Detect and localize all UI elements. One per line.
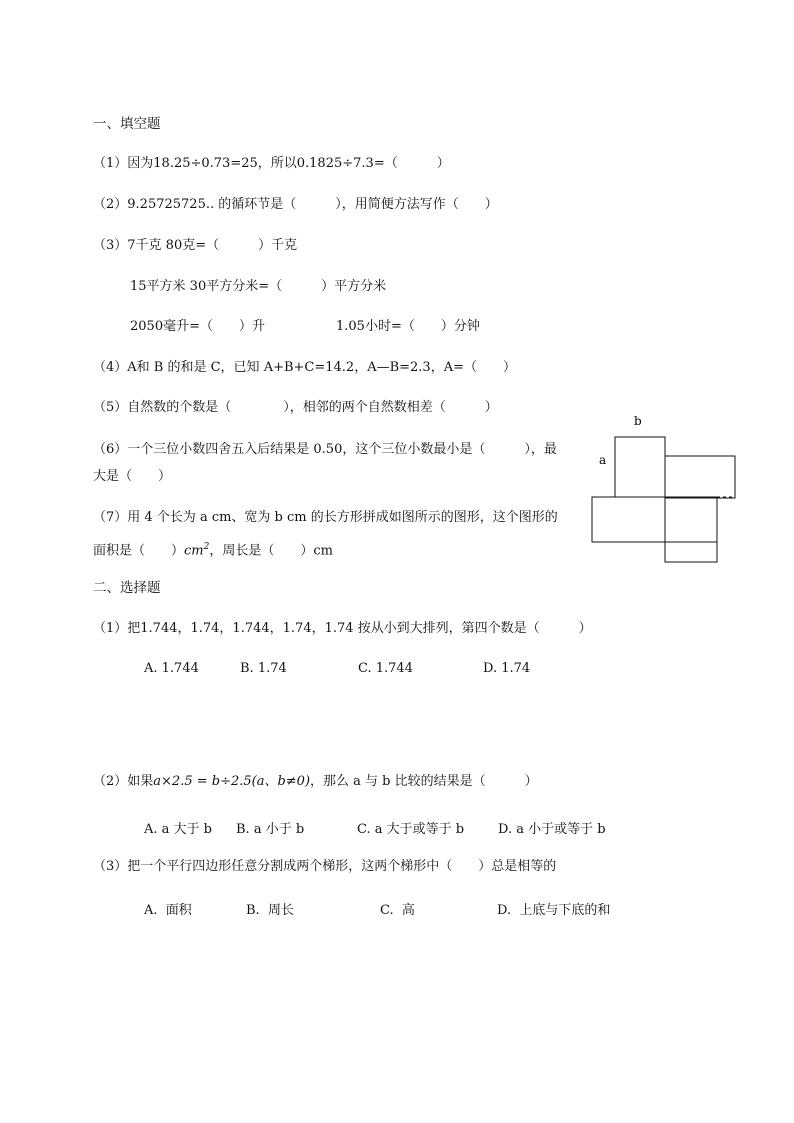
question-1-6-line2: 大是（ ） <box>93 469 172 484</box>
q2-1-option-d: D. 1.74 <box>483 661 531 676</box>
q2-3-option-d: D. 上底与下底的和 <box>497 903 611 918</box>
question-2-2 <box>93 774 538 790</box>
section-title-fill-blank: 一、填空题 <box>93 116 161 132</box>
question-1-2: （2）9.25725725.. 的循环节是（ ），用简便方法写作（ ） <box>93 197 498 212</box>
figure-rect-bottom-wide <box>592 497 717 542</box>
q7-unit: cm <box>184 543 204 559</box>
q2-1-option-c: C. 1.744 <box>358 661 413 676</box>
figure-label-b: b <box>634 414 642 428</box>
question-2-1: （1）把1.744，1.74，1.744，1.74，1.74 按从小到大排列，第四个数是（ ） <box>93 621 592 636</box>
question-1-7-line1: （7）用 4 个长为 a cm、宽为 b cm 的长方形拼成如图所示的图形，这个图形的 <box>93 510 558 525</box>
question-1-5: （5）自然数的个数是（ ），相邻的两个自然数相差（ ） <box>93 400 498 415</box>
figure-rect-bottom-right <box>665 498 717 562</box>
question-1-3c-1: 2050毫升=（ ）升 <box>130 319 265 334</box>
q2-3-option-b: B. 周长 <box>246 903 294 918</box>
q2-3-option-a: A. 面积 <box>144 903 192 918</box>
q7-unit-exponent: 2 <box>203 542 210 552</box>
question-1-7-line2 <box>93 539 333 559</box>
q2-2-option-d: D. a 小于或等于 b <box>498 822 606 837</box>
q2-2-formula: a×2.5 = b÷2.5(a、b≠0) <box>153 774 311 789</box>
q2-2-option-b: B. a 小于 b <box>236 822 305 837</box>
question-1-6-line1: （6）一个三位小数四舍五入后结果是 0.50，这个三位小数最小是（ ），最 <box>93 442 557 457</box>
q7-perimeter-text: ，周长是（ ）cm <box>209 543 333 559</box>
q2-2-option-a: A. a 大于 b <box>144 822 212 837</box>
question-1-1: （1）因为18.25÷0.73=25，所以0.1825÷7.3=（ ） <box>93 156 450 171</box>
q2-3-option-c: C. 高 <box>380 903 415 918</box>
rectangle-figure <box>590 412 740 564</box>
section-title-multiple-choice: 二、选择题 <box>93 580 161 596</box>
question-1-3b: 15平方米 30平方分米=（ ）平方分米 <box>130 279 387 294</box>
q2-1-option-b: B. 1.74 <box>240 661 287 676</box>
question-1-3a: （3）7千克 80克=（ ）千克 <box>93 238 298 253</box>
q2-1-option-a: A. 1.744 <box>144 661 199 676</box>
question-2-3: （3）把一个平行四边形任意分割成两个梯形，这两个梯形中（ ）总是相等的 <box>93 859 557 874</box>
q2-2-suffix: ，那么 a 与 b 比较的结果是（ ） <box>310 774 538 789</box>
figure-rect-right <box>665 456 735 498</box>
q2-2-prefix: （2）如果 <box>93 774 154 789</box>
question-1-4: （4）A和 B 的和是 C，已知 A+B+C=14.2，A—B=2.3，A=（ ） <box>93 360 516 375</box>
q7-area-text: 面积是（ ） <box>93 543 185 559</box>
figure-label-a: a <box>599 453 607 467</box>
figure-rect-top <box>615 437 665 497</box>
q2-2-option-c: C. a 大于或等于 b <box>357 822 465 837</box>
question-1-3c-2: 1.05小时=（ ）分钟 <box>336 319 480 334</box>
